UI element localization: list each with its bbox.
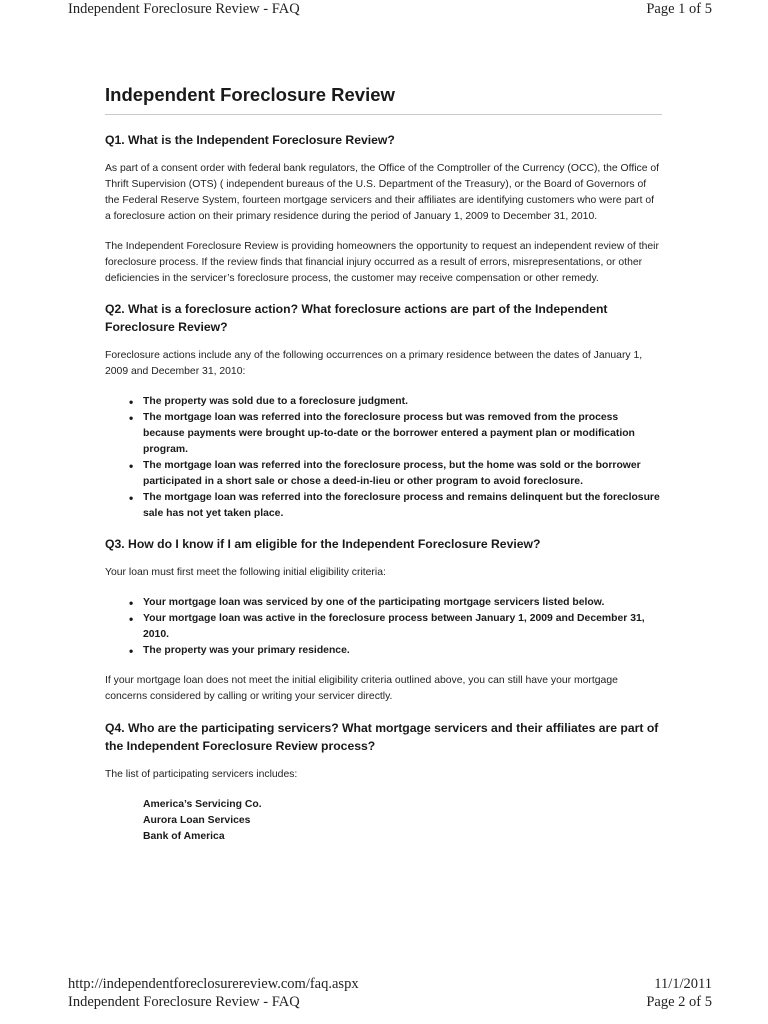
footer-url: http://independentforeclosurereview.com/faq.aspx	[68, 976, 359, 992]
document-body	[105, 80, 662, 845]
faq-q2	[105, 300, 662, 522]
q3-intro: Your loan must first meet the following initial eligibility criteria:	[105, 567, 386, 578]
list-item: • Your mortgage loan was active in the foreclosure process between January 1, 2009 and December 31, 2010.	[143, 611, 662, 643]
title-divider	[105, 114, 662, 115]
q4-intro: The list of participating servicers includes:	[105, 769, 298, 780]
q3-bullet-list	[105, 595, 662, 659]
list-item: America’s Servicing Co.	[143, 799, 262, 810]
q2-heading: Q2. What is a foreclosure action? What foreclosure actions are part of the Independent Foreclosure Review?	[105, 302, 608, 334]
q4-heading: Q4. Who are the participating servicers? What mortgage servicers and their affiliates are part of the Independent Foreclosure Review process?	[105, 721, 659, 753]
page-title: Independent Foreclosure Review	[105, 84, 395, 105]
list-item: • The mortgage loan was referred into the foreclosure process, but the home was sold or the borrower participated in a short sale or chose a deed-in-lieu or other program to avoid foreclosure.	[143, 458, 662, 490]
list-item: Aurora Loan Services	[143, 815, 251, 826]
faq-q3	[105, 535, 662, 705]
list-item: Bank of America	[143, 831, 225, 842]
list-item: • The property was sold due to a foreclosure judgment.	[143, 394, 662, 410]
q2-intro: Foreclosure actions include any of the following occurrences on a primary residence between the dates of January 1, 2009 and December 31, 2010:	[105, 350, 643, 377]
q1-heading: Q1. What is the Independent Foreclosure Review?	[105, 133, 395, 147]
list-item: • The property was your primary residence.	[143, 643, 662, 659]
servicer-list	[105, 797, 662, 845]
footer-date: 11/1/2011	[654, 976, 712, 992]
q3-outro: If your mortgage loan does not meet the initial eligibility criteria outlined above, you can still have your mortgage concerns considered by calling or writing your servicer directly.	[105, 675, 618, 702]
print-header	[68, 1, 712, 19]
header-page-number: Page 1 of 5	[646, 1, 712, 17]
q1-paragraph: As part of a consent order with federal bank regulators, the Office of the Comptroller of the Currency (OCC), the Office of Thrift Supervision (OTS) ( independent bureaus of the U.S. Department of the Treasury), or the Board of Governors of the Federal Reserve System, fourteen mortgage servicers and their affiliates are identifying customers who were part of a foreclosure action on their primary residence during the period of January 1, 2009 to December 31, 2010.	[105, 163, 660, 222]
footer-page-number: Page 2 of 5	[646, 994, 712, 1010]
header-title: Independent Foreclosure Review - FAQ	[68, 1, 300, 17]
q2-bullet-list	[105, 394, 662, 522]
footer-title: Independent Foreclosure Review - FAQ	[68, 994, 300, 1010]
print-footer	[68, 976, 712, 1012]
list-item: • The mortgage loan was referred into the foreclosure process and remains delinquent but the foreclosure sale has not yet taken place.	[143, 490, 662, 522]
faq-q1	[105, 131, 662, 287]
q3-heading: Q3. How do I know if I am eligible for the Independent Foreclosure Review?	[105, 537, 541, 551]
faq-q4	[105, 719, 662, 845]
list-item: • The mortgage loan was referred into the foreclosure process but was removed from the process because payments were brought up-to-date or the borrower entered a payment plan or modification program.	[143, 410, 662, 458]
q1-paragraph: The Independent Foreclosure Review is providing homeowners the opportunity to request an independent review of their foreclosure process. If the review finds that financial injury occurred as a result of errors, misrepresentations, or other deficiencies in the servicer’s foreclosure process, the customer may receive compensation or other remedy.	[105, 241, 659, 284]
list-item: • Your mortgage loan was serviced by one of the participating mortgage servicers listed below.	[143, 595, 662, 611]
